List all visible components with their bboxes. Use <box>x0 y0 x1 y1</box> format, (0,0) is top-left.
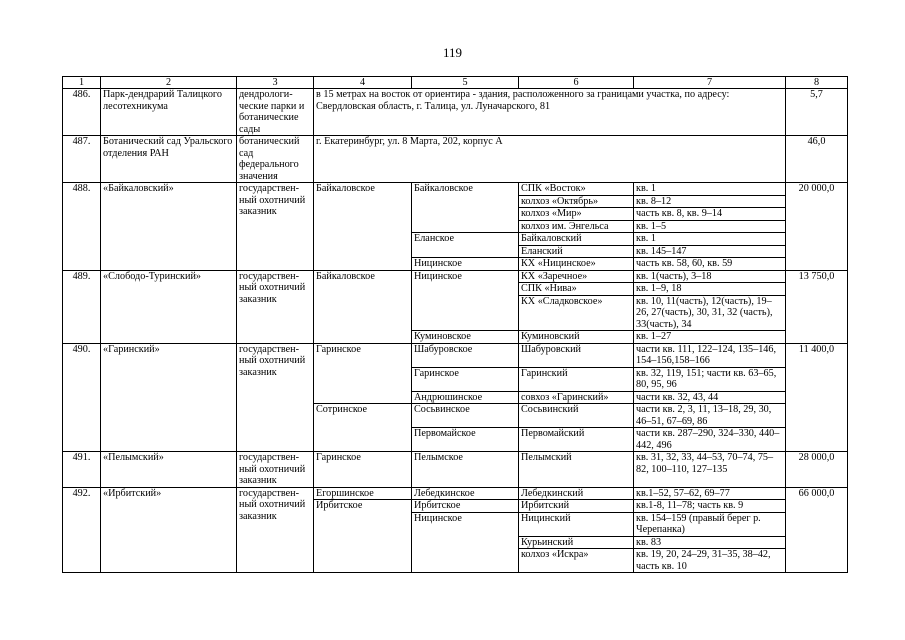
column-header: 3 <box>237 77 314 89</box>
row-number: 487. <box>63 136 101 183</box>
forestry: Андрюшинское <box>412 391 519 404</box>
quarters: кв. 1(часть), 3–18 <box>634 270 786 283</box>
quarters: кв.1-8, 11–78; часть кв. 9 <box>634 500 786 513</box>
quarters: части кв. 111, 122–124, 135–146, 154–156,158–166 <box>634 343 786 367</box>
area-category: государствен-ный охотничий заказник <box>237 487 314 573</box>
area-size: 46,0 <box>786 136 848 183</box>
district: Гаринское <box>314 452 412 488</box>
district: Байкаловское <box>314 183 412 271</box>
forestry: Байкаловское <box>412 183 519 233</box>
row-number: 490. <box>63 343 101 452</box>
area-name: «Гаринский» <box>101 343 237 452</box>
site: Лебедкинский <box>519 487 634 500</box>
quarters: кв. 32, 119, 151; части кв. 63–65, 80, 95, 96 <box>634 367 786 391</box>
forestry: Гаринское <box>412 367 519 391</box>
column-header: 8 <box>786 77 848 89</box>
quarters: кв. 8–12 <box>634 195 786 208</box>
row-number: 491. <box>63 452 101 488</box>
area-size: 13 750,0 <box>786 270 848 343</box>
page-number: 119 <box>442 45 463 60</box>
area-name: «Пелымский» <box>101 452 237 488</box>
area-category: государствен-ный охотничий заказник <box>237 270 314 343</box>
quarters: кв. 1 <box>634 233 786 246</box>
table-row <box>63 452 848 488</box>
quarters: части кв. 32, 43, 44 <box>634 391 786 404</box>
site: совхоз «Гаринский» <box>519 391 634 404</box>
area-location: г. Екатеринбург, ул. 8 Марта, 202, корпус А <box>314 136 786 183</box>
site: колхоз «Октябрь» <box>519 195 634 208</box>
site: колхоз «Мир» <box>519 208 634 221</box>
forestry: Шабуровское <box>412 343 519 367</box>
area-name: Парк-дендрарий Талицкого лесотехникума <box>101 89 237 136</box>
forestry: Ницинское <box>412 258 519 271</box>
forestry: Куминовское <box>412 331 519 344</box>
site: Байкаловский <box>519 233 634 246</box>
quarters: кв. 19, 20, 24–29, 31–35, 38–42, часть кв. 10 <box>634 549 786 573</box>
area-category: дендрологи-ческие парки и ботанические сады <box>237 89 314 136</box>
forestry: Пелымское <box>412 452 519 488</box>
forestry: Еланское <box>412 233 519 258</box>
area-name: «Байкаловский» <box>101 183 237 271</box>
quarters: кв. 1–9, 18 <box>634 283 786 296</box>
column-header: 1 <box>63 77 101 89</box>
quarters: кв. 10, 11(часть), 12(часть), 19–26, 27(часть), 30, 31, 32 (часть), 33(часть), 34 <box>634 295 786 331</box>
table-row <box>63 487 848 500</box>
district: Сотринское <box>314 404 412 452</box>
site: колхоз им. Энгельса <box>519 220 634 233</box>
row-number: 488. <box>63 183 101 271</box>
area-location: в 15 метрах на восток от ориентира - здания, расположенного за границами участка, по адресу: Свердловская область, г. Талица, ул. Луначарского, 81 <box>314 89 786 136</box>
quarters: кв. 1–5 <box>634 220 786 233</box>
table-row <box>63 136 848 183</box>
area-size: 5,7 <box>786 89 848 136</box>
quarters: кв. 1 <box>634 183 786 196</box>
area-category: государствен-ный охотничий заказник <box>237 343 314 452</box>
site: колхоз «Искра» <box>519 549 634 573</box>
forestry: Ницинское <box>412 512 519 573</box>
quarters: кв. 83 <box>634 536 786 549</box>
quarters: часть кв. 8, кв. 9–14 <box>634 208 786 221</box>
district: Егоршинское <box>314 487 412 500</box>
area-category: государствен-ный охотничий заказник <box>237 183 314 271</box>
site: Первомайский <box>519 428 634 452</box>
site: Гаринский <box>519 367 634 391</box>
site: КХ «Заречное» <box>519 270 634 283</box>
quarters: кв. 145–147 <box>634 245 786 258</box>
area-name: «Слободо-Туринский» <box>101 270 237 343</box>
quarters: часть кв. 58, 60, кв. 59 <box>634 258 786 271</box>
quarters: части кв. 2, 3, 11, 13–18, 29, 30, 46–51, 67–69, 86 <box>634 404 786 428</box>
area-size: 20 000,0 <box>786 183 848 271</box>
table-row <box>63 183 848 196</box>
column-header: 4 <box>314 77 412 89</box>
site: Шабуровский <box>519 343 634 367</box>
header-row <box>63 77 848 89</box>
forestry: Первомайское <box>412 428 519 452</box>
forestry: Лебедкинское <box>412 487 519 500</box>
area-size: 66 000,0 <box>786 487 848 573</box>
row-number: 492. <box>63 487 101 573</box>
forestry: Ницинское <box>412 270 519 331</box>
site: КХ «Сладковское» <box>519 295 634 331</box>
site: Пелымский <box>519 452 634 488</box>
area-size: 11 400,0 <box>786 343 848 452</box>
site: Сосьвинский <box>519 404 634 428</box>
quarters: кв. 154–159 (правый берег р. Черепанка) <box>634 512 786 536</box>
table-row <box>63 343 848 367</box>
district: Гаринское <box>314 343 412 404</box>
area-category: ботанический сад федерального значения <box>237 136 314 183</box>
table-row <box>63 270 848 283</box>
quarters: кв. 1–27 <box>634 331 786 344</box>
row-number: 489. <box>63 270 101 343</box>
site: СПК «Восток» <box>519 183 634 196</box>
district: Байкаловское <box>314 270 412 343</box>
forestry: Сосьвинское <box>412 404 519 428</box>
site: Курьинский <box>519 536 634 549</box>
quarters: кв. 31, 32, 33, 44–53, 70–74, 75–82, 100–110, 127–135 <box>634 452 786 488</box>
area-name: Ботанический сад Уральского отделения РАН <box>101 136 237 183</box>
column-header: 6 <box>519 77 634 89</box>
area-name: «Ирбитский» <box>101 487 237 573</box>
quarters: части кв. 287–290, 324–330, 440–442, 496 <box>634 428 786 452</box>
row-number: 486. <box>63 89 101 136</box>
site: Еланский <box>519 245 634 258</box>
quarters: кв.1–52, 57–62, 69–77 <box>634 487 786 500</box>
column-header: 2 <box>101 77 237 89</box>
protected-areas-table <box>62 76 848 573</box>
table-row <box>63 89 848 136</box>
district: Ирбитское <box>314 500 412 573</box>
site: Ницинский <box>519 512 634 536</box>
column-header: 5 <box>412 77 519 89</box>
area-size: 28 000,0 <box>786 452 848 488</box>
site: Куминовский <box>519 331 634 344</box>
area-category: государствен-ный охотничий заказник <box>237 452 314 488</box>
site: СПК «Нива» <box>519 283 634 296</box>
site: Ирбитский <box>519 500 634 513</box>
forestry: Ирбитское <box>412 500 519 513</box>
site: КХ «Ницинское» <box>519 258 634 271</box>
column-header: 7 <box>634 77 786 89</box>
